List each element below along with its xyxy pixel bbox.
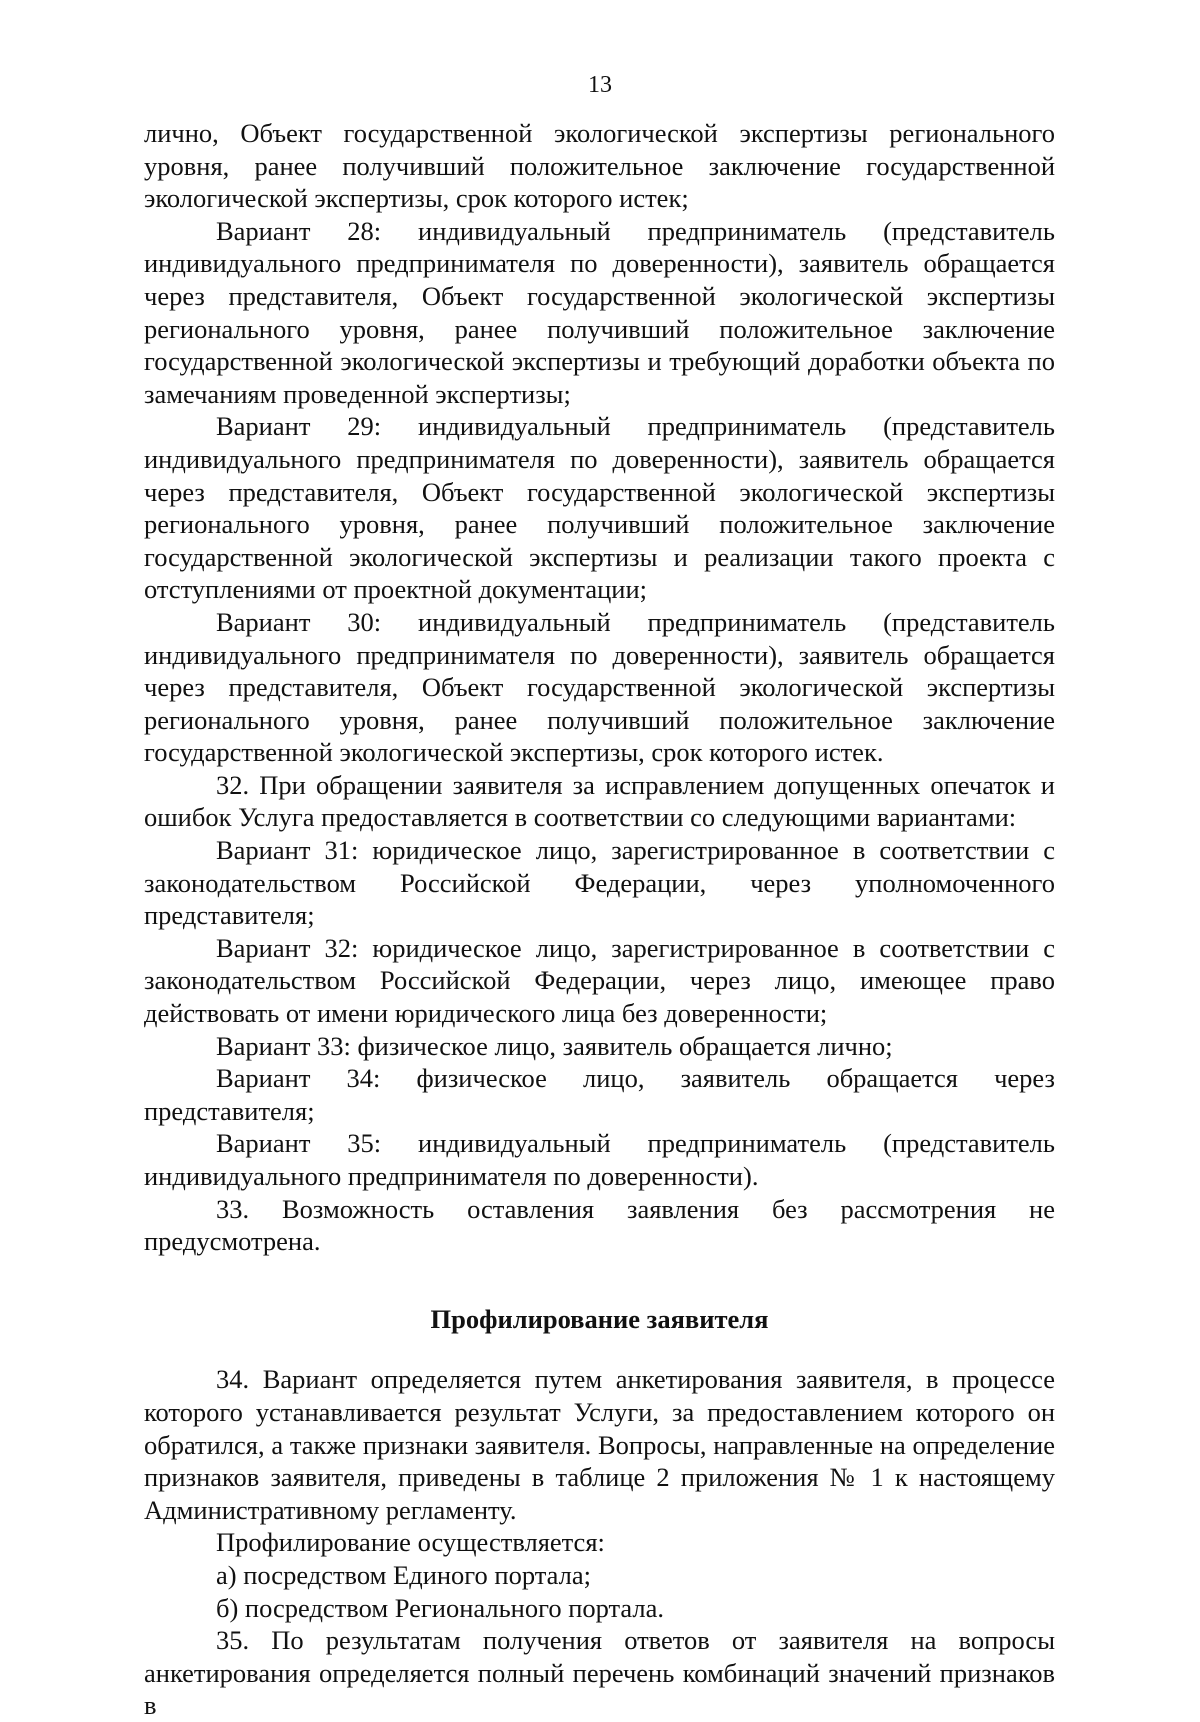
paragraph: 33. Возможность оставления заявления без рассмотрения не предусмотрена. bbox=[144, 1193, 1055, 1257]
paragraph: 34. Вариант определяется путем анкетирования заявителя, в процессе которого устанавливается результат Услуги, за предоставлением которого он обратился, а также признаки заявителя. Вопросы, направленные на определение признаков заявителя, приведены в таблице 2 приложения № 1 к настоящему Административному регламенту. bbox=[144, 1364, 1055, 1525]
paragraphs-top bbox=[144, 117, 1055, 1258]
paragraph: 32. При обращении заявителя за исправлением допущенных опечаток и ошибок Услуга предоставляется в соответствии со следующими вариантами: bbox=[144, 769, 1055, 833]
section-heading: Профилирование заявителя bbox=[430, 1303, 769, 1334]
paragraph: а) посредством Единого портала; bbox=[216, 1559, 591, 1590]
paragraph: Вариант 31: юридическое лицо, зарегистрированное в соответствии с законодательством Российской Федерации, через уполномоченного представителя; bbox=[144, 835, 1055, 931]
paragraph: Вариант 29: индивидуальный предприниматель (представитель индивидуального предпринимателя по доверенности), заявитель обращается через представителя, Объект государственной экологической экспертизы регионального уровня, ранее получивший положительное заключение государственной экологической экспертизы и реализации такого проекта с отступлениями от проектной документации; bbox=[144, 411, 1055, 605]
document-body bbox=[144, 117, 1055, 1722]
paragraph: Вариант 28: индивидуальный предприниматель (представитель индивидуального предпринимателя по доверенности), заявитель обращается через представителя, Объект государственной экологической экспертизы регионального уровня, ранее получивший положительное заключение государственной экологической экспертизы и требующий доработки объекта по замечаниям проведенной экспертизы; bbox=[144, 215, 1055, 409]
paragraph: Вариант 32: юридическое лицо, зарегистрированное в соответствии с законодательством Российской Федерации, через лицо, имеющее право действовать от имени юридического лица без доверенности; bbox=[144, 932, 1055, 1029]
page-number: 13 bbox=[588, 72, 612, 98]
paragraph: Вариант 33: физическое лицо, заявитель обращается лично; bbox=[216, 1030, 893, 1061]
paragraph: Вариант 35: индивидуальный предприниматель (представитель индивидуального предпринимателя по доверенности). bbox=[144, 1128, 1055, 1191]
paragraph: Вариант 34: физическое лицо, заявитель обращается через представителя; bbox=[144, 1063, 1055, 1126]
paragraphs-bottom bbox=[144, 1363, 1055, 1722]
paragraph: Профилирование осуществляется: bbox=[216, 1527, 605, 1558]
paragraph: б) посредством Регионального портала. bbox=[216, 1592, 665, 1623]
paragraph: 35. По результатам получения ответов от заявителя на вопросы анкетирования определяется полный перечень комбинаций значений признаков в bbox=[144, 1625, 1055, 1721]
paragraph: лично, Объект государственной экологической экспертизы регионального уровня, ранее получивший положительное заключение государственной экологической экспертизы, срок которого истек; bbox=[144, 118, 1055, 214]
paragraph: Вариант 30: индивидуальный предприниматель (представитель индивидуального предпринимателя по доверенности), заявитель обращается через представителя, Объект государственной экологической экспертизы регионального уровня, ранее получивший положительное заключение государственной экологической экспертизы, срок которого истек. bbox=[144, 606, 1055, 768]
